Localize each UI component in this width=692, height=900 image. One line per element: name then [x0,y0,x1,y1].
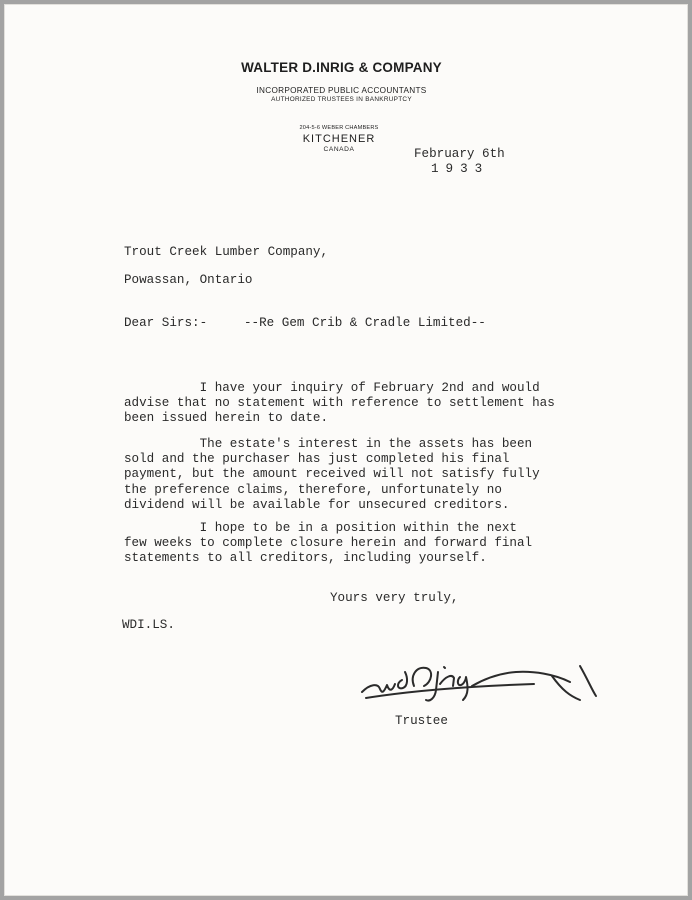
recipient-name: Trout Creek Lumber Company, [124,245,329,259]
closing: Yours very truly, [330,591,459,605]
letter-date: February 6th [414,147,505,161]
salutation: Dear Sirs:- [124,316,208,330]
body-paragraph-1: I have your inquiry of February 2nd and would advise that no statement with reference to settlement has been issued herein to date. [124,381,555,426]
company-city: KITCHENER [302,133,376,145]
company-address: 204-5-6 WEBER CHAMBERS [299,125,379,131]
subject-line: --Re Gem Crib & Cradle Limited-- [244,316,486,330]
company-subtitle: AUTHORIZED TRUSTEES IN BANKRUPTCY [271,96,412,103]
letter-year: 1933 [431,162,490,176]
body-paragraph-3: I hope to be in a position within the next few weeks to complete closure herein and forward final statements to all creditors, including yourself. [124,521,533,566]
body-paragraph-2: The estate's interest in the assets has been sold and the purchaser has just completed his final payment, but the amount received will not satisfy fully the preference claims, therefore, unfortunately no dividend will be available for unsecured creditors. [124,437,540,512]
letter-page [4,4,688,896]
signer-title: Trustee [395,714,448,728]
company-country: CANADA [323,146,355,153]
reference-initials: WDI.LS. [122,618,175,632]
handwritten-signature [356,656,608,706]
company-description: INCORPORATED PUBLIC ACCOUNTANTS [256,86,427,95]
recipient-city: Powassan, Ontario [124,273,253,287]
company-name: WALTER D.INRIG & COMPANY [241,60,442,75]
